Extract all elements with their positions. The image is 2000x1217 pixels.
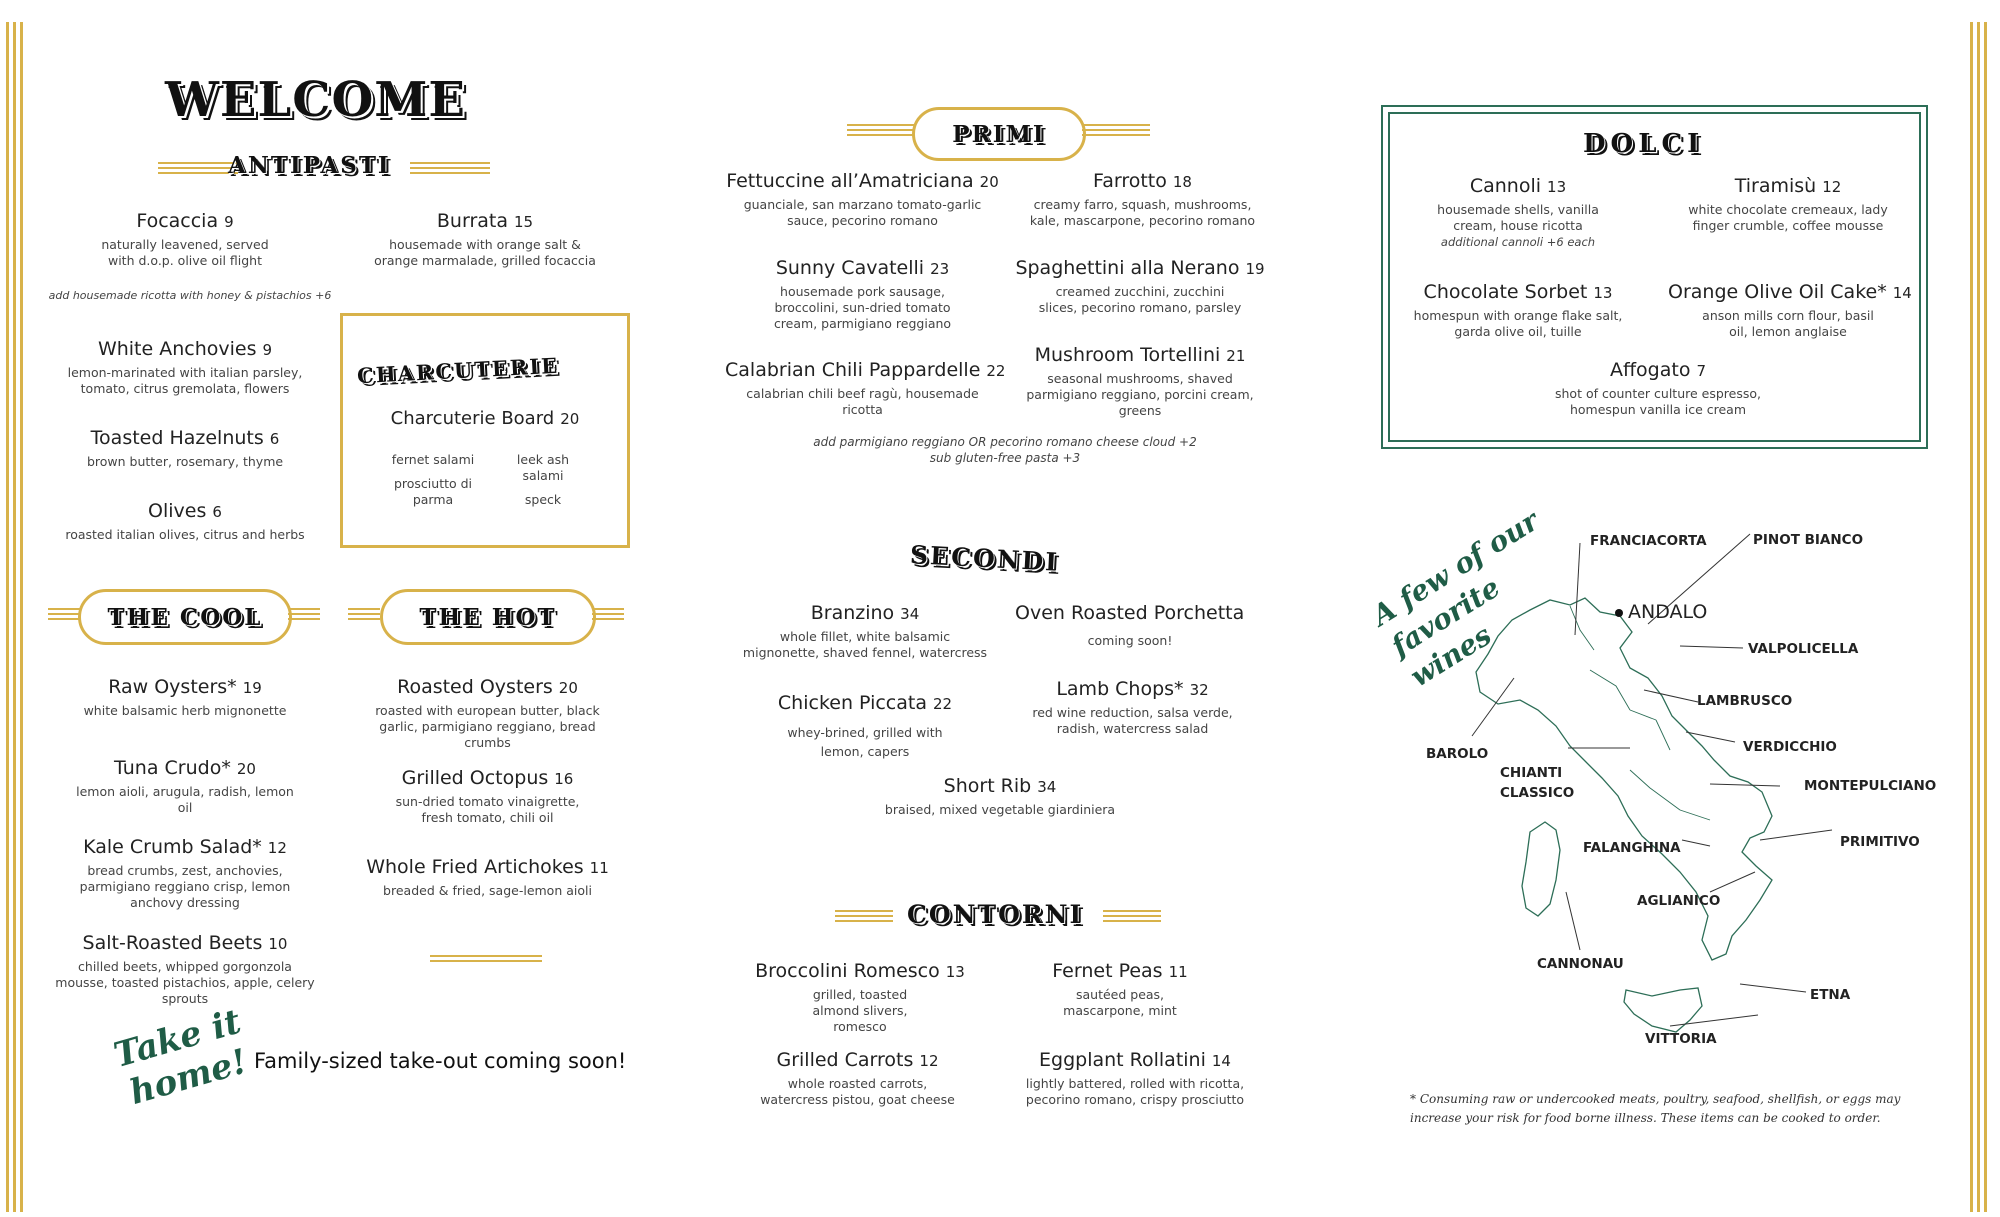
item-price: 19 xyxy=(1245,260,1265,278)
item-price: 11 xyxy=(589,859,609,877)
contorni-heading: CONTORNI xyxy=(907,900,1084,929)
meat-item: prosciutto di parma xyxy=(393,476,473,507)
item-price: 34 xyxy=(900,605,920,623)
menu-item xyxy=(1668,281,1912,340)
item-desc: creamy farro, squash, mushrooms, kale, mascarpone, pecorino romano xyxy=(1029,197,1256,228)
menu-item xyxy=(870,775,1130,818)
leader-line xyxy=(1670,1015,1758,1026)
wine-label: VERDICCHIO xyxy=(1743,739,1837,755)
menu-item xyxy=(740,602,990,661)
menu-item xyxy=(1025,170,1260,229)
meat-item: speck xyxy=(524,492,562,507)
wine-label: CANNONAU xyxy=(1537,956,1624,972)
left-border-line xyxy=(13,22,16,1212)
the-hot-heading: THE HOT xyxy=(419,603,557,631)
item-desc: whole roasted carrots, watercress pistou, goat cheese xyxy=(760,1076,955,1107)
item-price: 22 xyxy=(932,695,953,713)
item-name: Sunny Cavatelli xyxy=(775,257,925,279)
item-desc: whey-brined, grilled with lemon, capers xyxy=(787,725,943,759)
wine-label: VALPOLICELLA xyxy=(1748,641,1859,657)
menu-item xyxy=(65,210,305,269)
leader-line xyxy=(1566,892,1580,950)
meat-item: fernet salami xyxy=(391,452,475,467)
item-name: Charcuterie Board xyxy=(390,408,555,429)
item-price: 13 xyxy=(1593,284,1613,302)
item-desc: calabrian chili beef ragù, housemade ricotta xyxy=(746,386,979,417)
menu-item xyxy=(55,932,315,1007)
item-name: Affogato xyxy=(1609,359,1691,381)
wine-label: ETNA xyxy=(1810,987,1851,1003)
wine-label: AGLIANICO xyxy=(1637,893,1721,909)
menu-item xyxy=(70,757,300,816)
wine-label: BAROLO xyxy=(1426,746,1489,762)
menu-item xyxy=(765,692,965,761)
wine-label: LAMBRUSCO xyxy=(1697,693,1793,709)
menu-item xyxy=(65,500,305,543)
left-border-line xyxy=(20,22,23,1212)
item-price: 19 xyxy=(242,679,262,697)
item-desc: coming soon! xyxy=(1087,633,1173,648)
menu-item xyxy=(1413,281,1623,340)
right-border-line xyxy=(1977,22,1980,1212)
banner-lines xyxy=(592,608,624,622)
item-desc: roasted italian olives, citrus and herbs xyxy=(65,527,305,542)
sardinia-shape xyxy=(1522,822,1560,916)
item-desc: guanciale, san marzano tomato-garlic sauce, pecorino romano xyxy=(743,197,982,228)
item-price: 22 xyxy=(986,362,1006,380)
banner-lines xyxy=(410,162,490,176)
item-desc: homespun with orange flake salt, garda olive oil, tuille xyxy=(1413,308,1623,339)
wine-label: MONTEPULCIANO xyxy=(1804,778,1937,794)
item-name: Broccolini Romesco xyxy=(755,960,940,982)
item-price: 7 xyxy=(1696,362,1707,380)
banner-lines xyxy=(288,608,320,622)
leader-line xyxy=(1760,830,1832,840)
menu-item xyxy=(70,676,300,719)
item-name: Tuna Crudo* xyxy=(114,757,231,779)
right-border-line xyxy=(1984,22,1987,1212)
leader-line xyxy=(1680,646,1743,648)
item-price: 20 xyxy=(979,173,999,191)
banner-lines xyxy=(835,910,893,924)
menu-item xyxy=(1533,359,1783,418)
item-price: 11 xyxy=(1168,963,1188,981)
primi-note xyxy=(780,434,1230,466)
wine-origin-label: ANDALO xyxy=(1628,601,1708,623)
primi-banner xyxy=(912,107,1086,161)
item-name: Branzino xyxy=(810,602,895,624)
wine-label: FRANCIACORTA xyxy=(1590,533,1707,549)
menu-item xyxy=(725,170,1000,229)
item-name: Tiramisù xyxy=(1734,175,1817,197)
item-desc: anson mills corn flour, basil oil, lemon anglaise xyxy=(1702,308,1874,339)
item-desc: lightly battered, rolled with ricotta, pecorino romano, crispy prosciutto xyxy=(1025,1076,1245,1107)
antipasti-heading: ANTIPASTI xyxy=(228,152,391,179)
item-price: 13 xyxy=(1547,178,1567,196)
takeout-text: Family-sized take-out coming soon! xyxy=(254,1049,627,1073)
leader-line xyxy=(1740,984,1806,992)
item-desc: red wine reduction, salsa verde, radish, watercress salad xyxy=(1032,705,1233,736)
item-name: Raw Oysters* xyxy=(108,676,237,698)
item-price: 16 xyxy=(554,770,574,788)
banner-lines xyxy=(847,124,915,138)
item-desc: grilled, toasted almond slivers, romesco xyxy=(812,987,908,1034)
item-desc: sautéed peas, mascarpone, mint xyxy=(1063,987,1177,1018)
meat-item: leek ash salami xyxy=(516,452,570,483)
item-price: 6 xyxy=(212,503,222,521)
menu-item xyxy=(1030,960,1210,1019)
item-extra: additional cannoli +6 each xyxy=(1440,235,1596,249)
item-desc: white balsamic herb mignonette xyxy=(83,703,287,718)
item-name: Oven Roasted Porchetta xyxy=(1015,602,1245,624)
antipasti-note: add housemade ricotta with honey & pistachios +6 xyxy=(48,289,332,302)
menu-item xyxy=(750,960,970,1035)
item-name: Fettuccine all’Amatriciana xyxy=(726,170,974,192)
primi-heading: PRIMI xyxy=(952,120,1046,148)
item-desc: housemade shells, vanilla cream, house ricotta xyxy=(1437,202,1599,233)
leader-line xyxy=(1710,784,1780,786)
item-price: 15 xyxy=(514,213,534,231)
menu-item xyxy=(355,676,620,751)
item-desc: housemade with orange salt & orange marmalade, grilled focaccia xyxy=(374,237,596,268)
charcuterie-heading: CHARCUTERIE xyxy=(356,352,560,389)
menu-item xyxy=(1015,602,1245,649)
item-price: 20 xyxy=(236,760,256,778)
item-price: 12 xyxy=(1822,178,1842,196)
dolci-heading: DOLCI xyxy=(1583,129,1705,159)
leader-line xyxy=(1575,543,1580,635)
item-desc: shot of counter culture espresso, homespun vanilla ice cream xyxy=(1554,386,1761,417)
leader-line xyxy=(1710,872,1755,892)
menu-item xyxy=(1015,344,1265,419)
item-price: 6 xyxy=(269,430,280,448)
item-price: 20 xyxy=(558,679,578,697)
right-border-line xyxy=(1970,22,1973,1212)
item-name: Lamb Chops* xyxy=(1056,678,1184,700)
menu-item xyxy=(65,338,305,397)
menu-item xyxy=(1673,175,1903,234)
leader-line xyxy=(1644,690,1698,702)
item-price: 21 xyxy=(1226,347,1246,365)
item-desc: whole fillet, white balsamic mignonette, shaved fennel, watercress xyxy=(742,629,988,660)
item-price: 18 xyxy=(1172,173,1192,191)
wine-label: PRIMITIVO xyxy=(1840,834,1920,850)
item-name: Toasted Hazelnuts xyxy=(90,427,264,449)
item-name: Eggplant Rollatini xyxy=(1039,1049,1206,1071)
disclaimer-text: * Consuming raw or undercooked meats, poultry, seafood, shellfish, or eggs may increase your risk for food borne illness. These items can be cooked to order. xyxy=(1410,1092,1901,1125)
item-name: Short Rib xyxy=(943,775,1032,797)
banner-lines xyxy=(1082,124,1150,138)
wine-label: CHIANTI CLASSICO xyxy=(1500,765,1575,801)
item-desc: lemon aioli, arugula, radish, lemon oil xyxy=(76,784,294,815)
menu-item xyxy=(1020,1049,1250,1108)
menu-item xyxy=(55,836,315,911)
the-hot-banner xyxy=(380,589,596,645)
banner-lines xyxy=(48,608,80,622)
item-price: 23 xyxy=(930,260,950,278)
take-it-home-script: Take it home! xyxy=(109,1001,252,1113)
item-name: Farrotto xyxy=(1093,170,1167,192)
menu-item xyxy=(380,767,595,826)
item-desc: braised, mixed vegetable giardiniera xyxy=(884,802,1116,817)
region-borders xyxy=(1570,606,1710,820)
andalo-dot xyxy=(1615,609,1623,617)
item-desc: seasonal mushrooms, shaved parmigiano reggiano, porcini cream, greens xyxy=(1026,371,1254,418)
the-cool-banner xyxy=(78,589,292,645)
item-price: 14 xyxy=(1211,1052,1231,1070)
menu-item xyxy=(1015,257,1265,316)
banner-lines xyxy=(1103,910,1161,924)
favorite-wines-script: A few of our favorite wines xyxy=(1366,504,1545,694)
item-desc: housemade pork sausage, broccolini, sun-dried tomato cream, parmigiano reggiano xyxy=(773,284,952,331)
item-name: Mushroom Tortellini xyxy=(1034,344,1221,366)
dolci-frame xyxy=(1381,105,1928,449)
item-name: Orange Olive Oil Cake* xyxy=(1668,281,1887,303)
item-price: 9 xyxy=(262,341,273,359)
item-name: Spaghettini alla Nerano xyxy=(1015,257,1240,279)
item-name: Cannoli xyxy=(1469,175,1542,197)
secondi-heading: SECONDI xyxy=(909,540,1060,577)
menu-item xyxy=(1025,678,1240,737)
divider-lines xyxy=(430,955,542,969)
item-name: Whole Fried Artichokes xyxy=(366,856,584,878)
primi-note-line: sub gluten-free pasta +3 xyxy=(929,451,1081,465)
charcuterie-board xyxy=(343,408,627,429)
charcuterie-box xyxy=(340,313,630,548)
item-name: Olives xyxy=(148,500,207,522)
item-price: 14 xyxy=(1892,284,1912,302)
the-cool-heading: THE COOL xyxy=(107,603,263,631)
wine-label: VITTORIA xyxy=(1645,1031,1717,1047)
banner-lines xyxy=(348,608,380,622)
item-desc: breaded & fried, sage-lemon aioli xyxy=(383,883,592,898)
item-price: 32 xyxy=(1189,681,1209,699)
item-price: 9 xyxy=(224,213,234,231)
item-desc: lemon-marinated with italian parsley, tomato, citrus gremolata, flowers xyxy=(67,365,303,396)
menu-item xyxy=(65,427,305,470)
left-border-line xyxy=(6,22,9,1212)
menu-item xyxy=(750,1049,965,1108)
welcome-heading: WELCOME xyxy=(165,72,466,128)
item-desc: creamed zucchini, zucchini slices, pecorino romano, parsley xyxy=(1038,284,1242,315)
item-price: 10 xyxy=(268,935,288,953)
menu-item xyxy=(740,257,985,332)
item-name: Calabrian Chili Pappardelle xyxy=(725,359,981,381)
item-name: Grilled Octopus xyxy=(401,767,549,789)
banner-lines xyxy=(158,162,238,176)
menu-item xyxy=(725,359,1006,418)
wine-label: FALANGHINA xyxy=(1583,840,1681,856)
item-price: 13 xyxy=(945,963,965,981)
menu-item xyxy=(1413,175,1623,250)
item-name: Focaccia xyxy=(136,210,219,232)
item-desc: brown butter, rosemary, thyme xyxy=(86,454,284,469)
item-name: Kale Crumb Salad* xyxy=(83,836,262,858)
item-name: Fernet Peas xyxy=(1052,960,1163,982)
item-price: 12 xyxy=(919,1052,939,1070)
item-desc: white chocolate cremeaux, lady finger crumble, coffee mousse xyxy=(1688,202,1888,233)
leader-line xyxy=(1682,840,1710,846)
item-price: 20 xyxy=(560,410,580,428)
item-desc: sun-dried tomato vinaigrette, fresh tomato, chili oil xyxy=(395,794,580,825)
item-desc: roasted with european butter, black garlic, parmigiano reggiano, bread crumbs xyxy=(375,703,600,750)
primi-note-line: add parmigiano reggiano OR pecorino romano cheese cloud +2 xyxy=(813,435,1197,449)
item-desc: bread crumbs, zest, anchovies, parmigiano reggiano crisp, lemon anchovy dressing xyxy=(79,863,291,910)
item-desc: naturally leavened, served with d.o.p. olive oil flight xyxy=(101,237,269,268)
item-name: Roasted Oysters xyxy=(397,676,553,698)
item-name: Burrata xyxy=(436,210,508,232)
item-price: 34 xyxy=(1037,778,1057,796)
sicily-shape xyxy=(1624,988,1702,1032)
item-name: Chocolate Sorbet xyxy=(1423,281,1588,303)
wine-label: PINOT BIANCO xyxy=(1753,532,1864,548)
item-desc: chilled beets, whipped gorgonzola mousse, toasted pistachios, apple, celery sprouts xyxy=(55,959,315,1006)
item-name: Grilled Carrots xyxy=(776,1049,914,1071)
menu-item xyxy=(370,210,600,269)
item-price: 12 xyxy=(267,839,287,857)
item-name: White Anchovies xyxy=(97,338,257,360)
item-name: Chicken Piccata xyxy=(777,692,927,714)
menu-item xyxy=(360,856,615,899)
item-name: Salt-Roasted Beets xyxy=(82,932,263,954)
